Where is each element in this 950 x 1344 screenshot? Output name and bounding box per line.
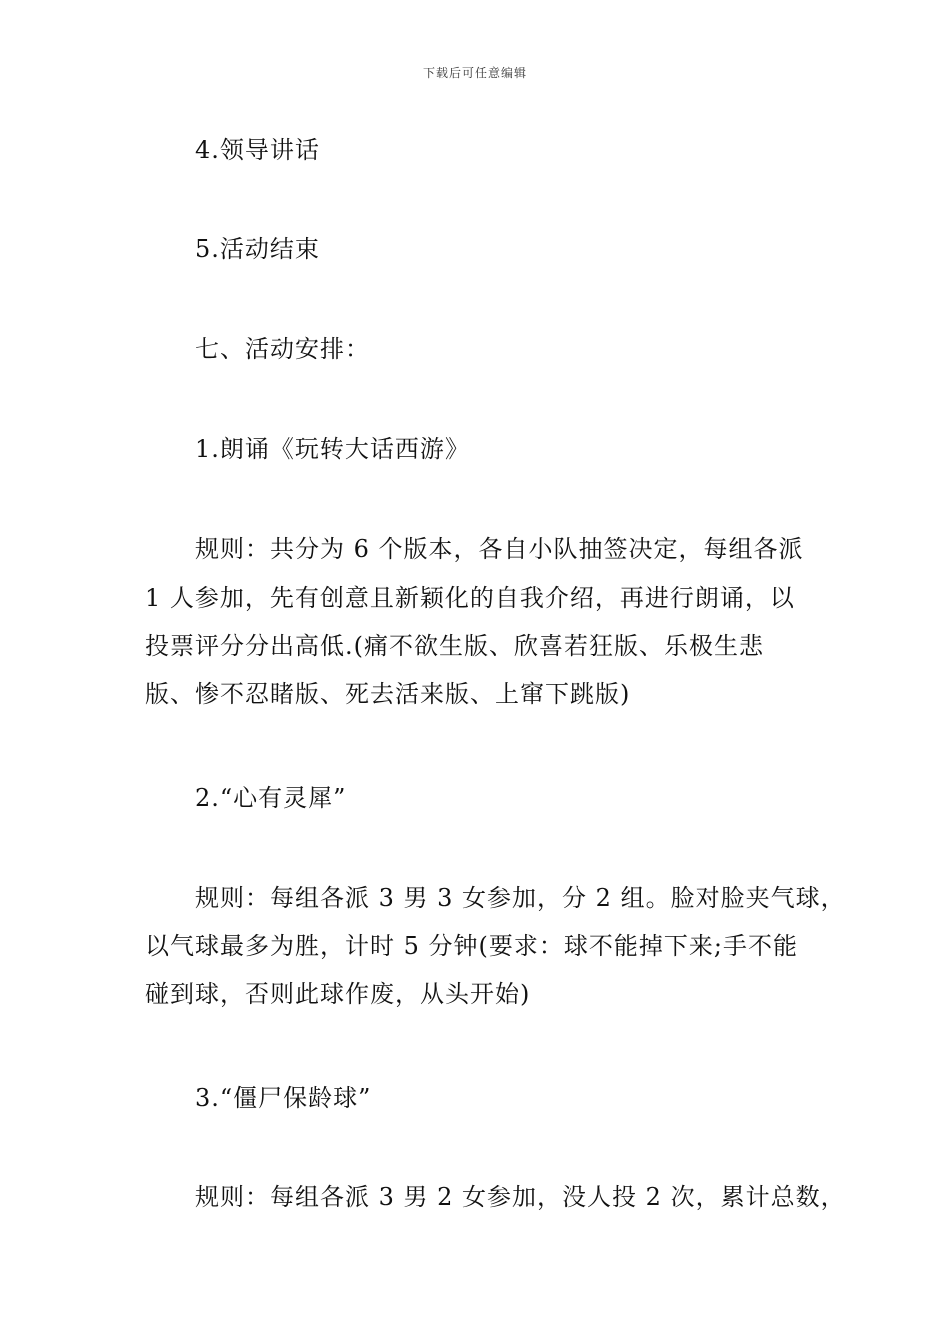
header-note: 下载后可任意编辑 — [422, 66, 527, 80]
activity-3-title: 3.“僵尸保龄球” — [195, 1084, 372, 1112]
activity-1-rule-line: 1 人参加，先有创意且新颖化的自我介绍，再进行朗诵，以 — [145, 584, 795, 612]
activity-2-rule-line: 碰到球，否则此球作废，从头开始) — [145, 980, 531, 1008]
activity-3-rule-line: 规则：每组各派 3 男 2 女参加，没人投 2 次，累计总数， — [195, 1183, 846, 1211]
section-heading-7: 七、活动安排： — [195, 335, 370, 363]
activity-2-title: 2.“心有灵犀” — [195, 784, 347, 812]
list-item-5: 5.活动结束 — [195, 235, 320, 263]
activity-2-rule-line: 规则：每组各派 3 男 3 女参加，分 2 组。脸对脸夹气球， — [195, 884, 846, 912]
list-item-4: 4.领导讲话 — [195, 136, 320, 164]
activity-2-rule-line: 以气球最多为胜，计时 5 分钟(要求：球不能掉下来;手不能 — [145, 932, 798, 960]
activity-1-title: 1.朗诵《玩转大话西游》 — [195, 435, 470, 463]
activity-1-rule-line: 投票评分分出高低.(痛不欲生版、欣喜若狂版、乐极生悲 — [145, 632, 764, 660]
activity-1-rule-line: 版、惨不忍睹版、死去活来版、上窜下跳版) — [145, 680, 631, 708]
activity-1-rule-line: 规则：共分为 6 个版本，各自小队抽签决定，每组各派 — [195, 535, 804, 563]
